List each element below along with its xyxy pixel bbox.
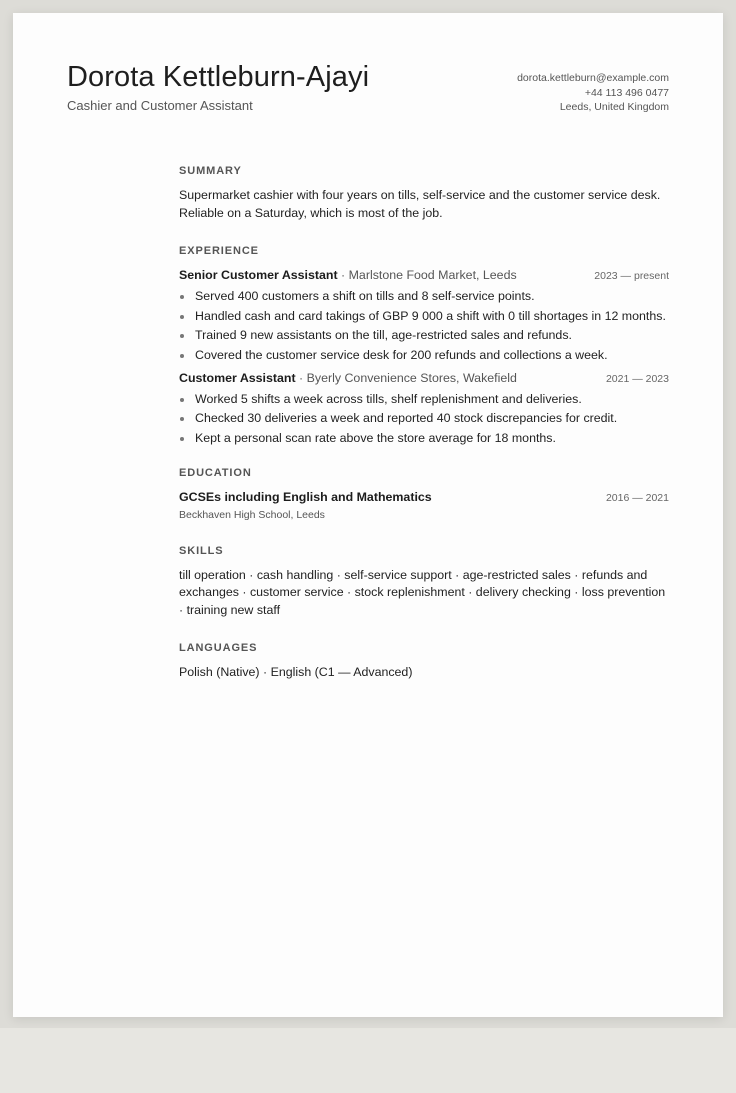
section-title-education: EDUCATION (179, 466, 252, 479)
education-section (179, 467, 669, 522)
experience-section (179, 245, 669, 447)
contact-email[interactable]: dorota.kettleburn@example.com (517, 72, 669, 84)
job-bullets (179, 391, 669, 447)
bullet-icon (180, 417, 184, 421)
education-school: Beckhaven High School, Leeds (179, 508, 325, 521)
bullet-icon (180, 437, 184, 441)
bullet-text: Trained 9 new assistants on the till, age-restricted sales and refunds. (195, 328, 572, 343)
job-separator: · (337, 268, 349, 282)
job-entry (179, 370, 669, 447)
skills-section (179, 545, 669, 620)
job-dates: 2021 — 2023 (605, 372, 669, 385)
languages-section (179, 642, 669, 682)
section-title-languages: LANGUAGES (179, 642, 258, 655)
resume-main (179, 165, 669, 705)
bullet-icon (180, 295, 184, 299)
summary-section (179, 165, 669, 222)
job-dates: 2023 — present (594, 270, 669, 282)
list-item (179, 410, 669, 427)
resume-sheet (13, 13, 723, 1017)
bullet-icon (180, 354, 184, 358)
bullet-text: Covered the customer service desk for 200 refunds and collections a week. (195, 347, 608, 362)
bullet-text: Handled cash and card takings of GBP 9 000 a shift with 0 till shortages in 12 months. (195, 308, 666, 323)
job-employer: Byerly Convenience Stores, Wakefield (306, 370, 517, 385)
job-entry (179, 267, 669, 364)
job-header (179, 267, 669, 284)
bullet-text: Checked 30 deliveries a week and reported 40 stock discrepancies for credit. (195, 411, 618, 426)
contact-location: Leeds, United Kingdom (559, 101, 669, 113)
bullet-icon (180, 398, 184, 402)
job-separator: · (295, 370, 307, 385)
candidate-name: Dorota Kettleburn-Ajayi (67, 61, 370, 93)
bullet-text: Worked 5 shifts a week across tills, shelf replenishment and deliveries. (195, 391, 582, 406)
list-item (179, 327, 669, 344)
section-title-experience: EXPERIENCE (179, 245, 259, 257)
contact-phone: +44 113 496 0477 (584, 86, 669, 99)
education-header (179, 489, 669, 506)
bullet-text: Served 400 customers a shift on tills and 8 self-service points. (195, 289, 535, 303)
education-dates: 2016 — 2021 (605, 491, 669, 504)
list-item (179, 430, 669, 447)
job-employer: Marlstone Food Market, Leeds (348, 268, 517, 282)
list-item (179, 288, 669, 305)
section-title-summary: SUMMARY (179, 165, 242, 177)
contact-block (517, 71, 669, 115)
list-item (179, 391, 669, 408)
languages-text: Polish (Native) · English (C1 — Advanced) (179, 665, 413, 680)
job-bullets (179, 288, 669, 364)
bullet-icon (180, 315, 184, 319)
education-qualification: GCSEs including English and Mathematics (179, 489, 432, 504)
list-item (179, 308, 669, 325)
bullet-text: Kept a personal scan rate above the store average for 18 months. (195, 430, 556, 445)
job-title: Senior Customer Assistant (179, 268, 338, 282)
skills-text: till operation · cash handling · self-service support · age-restricted sales · refunds and exchanges · customer service · stock replenishment · delivery checking · loss prevention · training new staff (179, 567, 666, 617)
candidate-role: Cashier and Customer Assistant (67, 98, 253, 113)
job-title: Customer Assistant (179, 370, 296, 385)
section-title-skills: SKILLS (179, 544, 224, 557)
summary-text: Supermarket cashier with four years on tills, self-service and the customer service desk. Reliable on a Saturday, which is most of the job. (179, 188, 661, 220)
job-header (179, 370, 669, 387)
list-item (179, 347, 669, 364)
bullet-icon (180, 334, 184, 338)
